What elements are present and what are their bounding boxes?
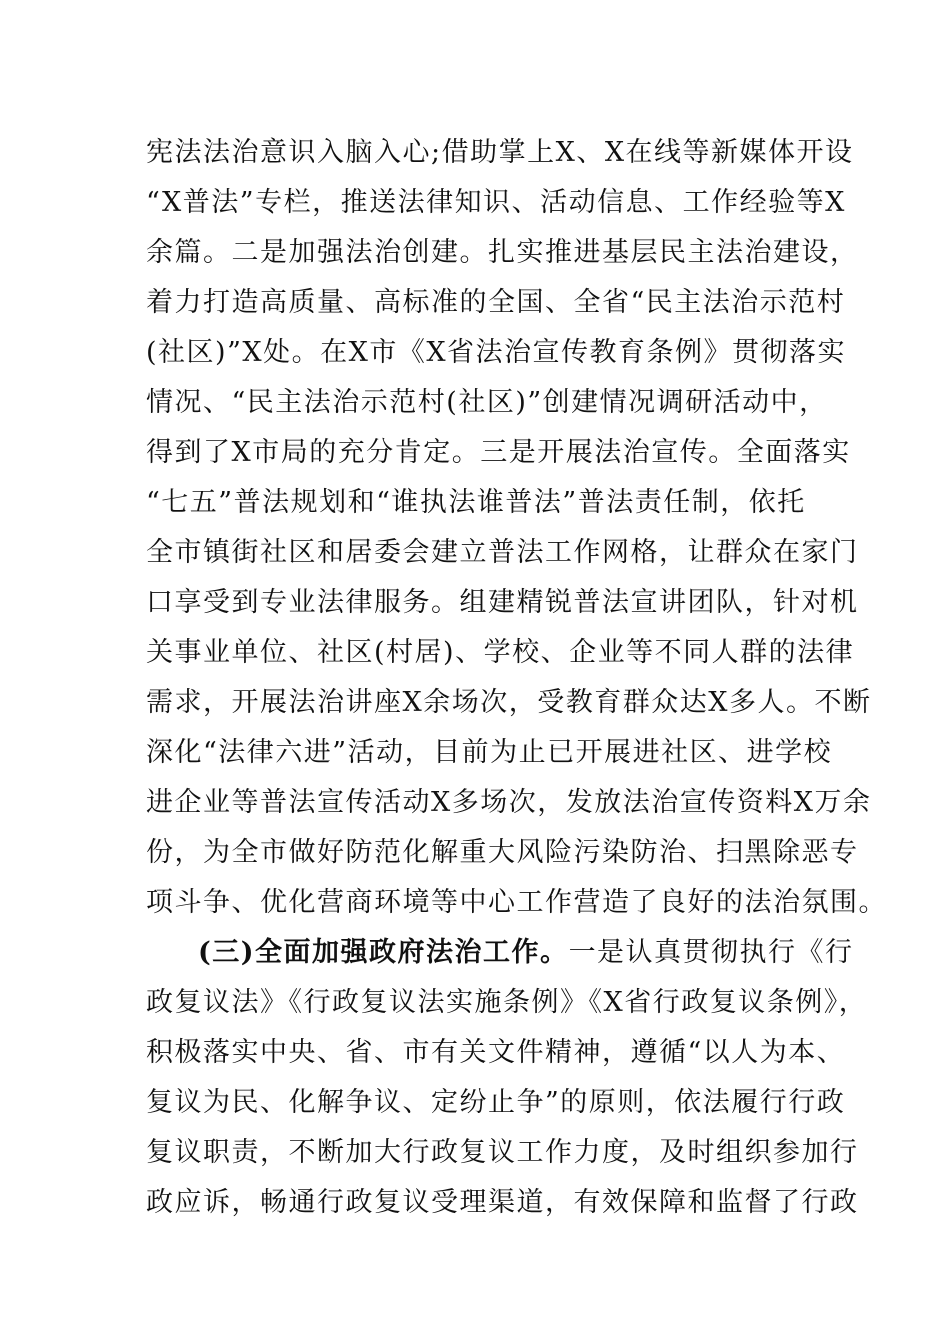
text-line: 需求，开展法治讲座X余场次，受教育群众达X多人。不断 xyxy=(146,687,872,718)
text-line: 政应诉，畅通行政复议受理渠道，有效保障和监督了行政 xyxy=(146,1187,859,1218)
text-line: 余篇。二是加强法治创建。扎实推进基层民主法治建设， xyxy=(146,237,859,268)
text-line: 口享受到专业法律服务。组建精锐普法宣讲团队，针对机 xyxy=(146,587,859,618)
text-line: 项斗争、优化营商环境等中心工作营造了良好的法治氛围。 xyxy=(146,887,887,918)
text-line: 份，为全市做好防范化解重大风险污染防治、扫黑除恶专 xyxy=(146,837,859,868)
section-first-line xyxy=(198,928,898,978)
text-line: 全市镇街社区和居委会建立普法工作网格，让群众在家门 xyxy=(146,537,859,568)
text-line: 着力打造高质量、高标准的全国、全省“民主法治示范村 xyxy=(146,287,846,318)
section-heading: (三)全面加强政府法治工作。 xyxy=(198,937,569,968)
section-first-line-text: 一是认真贯彻执行《行 xyxy=(568,937,854,968)
text-line: 政复议法》《行政复议法实施条例》《X省行政复议条例》， xyxy=(146,987,868,1018)
text-line: 得到了X市局的充分肯定。三是开展法治宣传。全面落实 xyxy=(146,437,851,468)
text-line: 复议为民、化解争议、定纷止争”的原则，依法履行行政 xyxy=(146,1087,846,1118)
text-line: “七五”普法规划和“谁执法谁普法”普法责任制，依托 xyxy=(146,487,806,518)
text-line: (社区)”X处。在X市《X省法治宣传教育条例》贯彻落实 xyxy=(146,337,847,368)
text-line: “X普法”专栏，推送法律知识、活动信息、工作经验等X xyxy=(146,187,846,218)
text-line: 深化“法律六进”活动，目前为止已开展进社区、进学校 xyxy=(146,737,833,768)
text-line: 进企业等普法宣传活动X多场次，发放法治宣传资料X万余 xyxy=(146,787,872,818)
text-line: 情况、“民主法治示范村(社区)”创建情况调研活动中， xyxy=(146,387,828,418)
text-line: 积极落实中央、省、市有关文件精神，遵循“以人为本、 xyxy=(146,1037,846,1068)
text-line: 宪法法治意识入脑入心;借助掌上X、X在线等新媒体开设 xyxy=(146,137,854,168)
text-line: 关事业单位、社区(村居)、学校、企业等不同人群的法律 xyxy=(146,637,855,668)
text-line: 复议职责，不断加大行政复议工作力度，及时组织参加行 xyxy=(146,1137,859,1168)
